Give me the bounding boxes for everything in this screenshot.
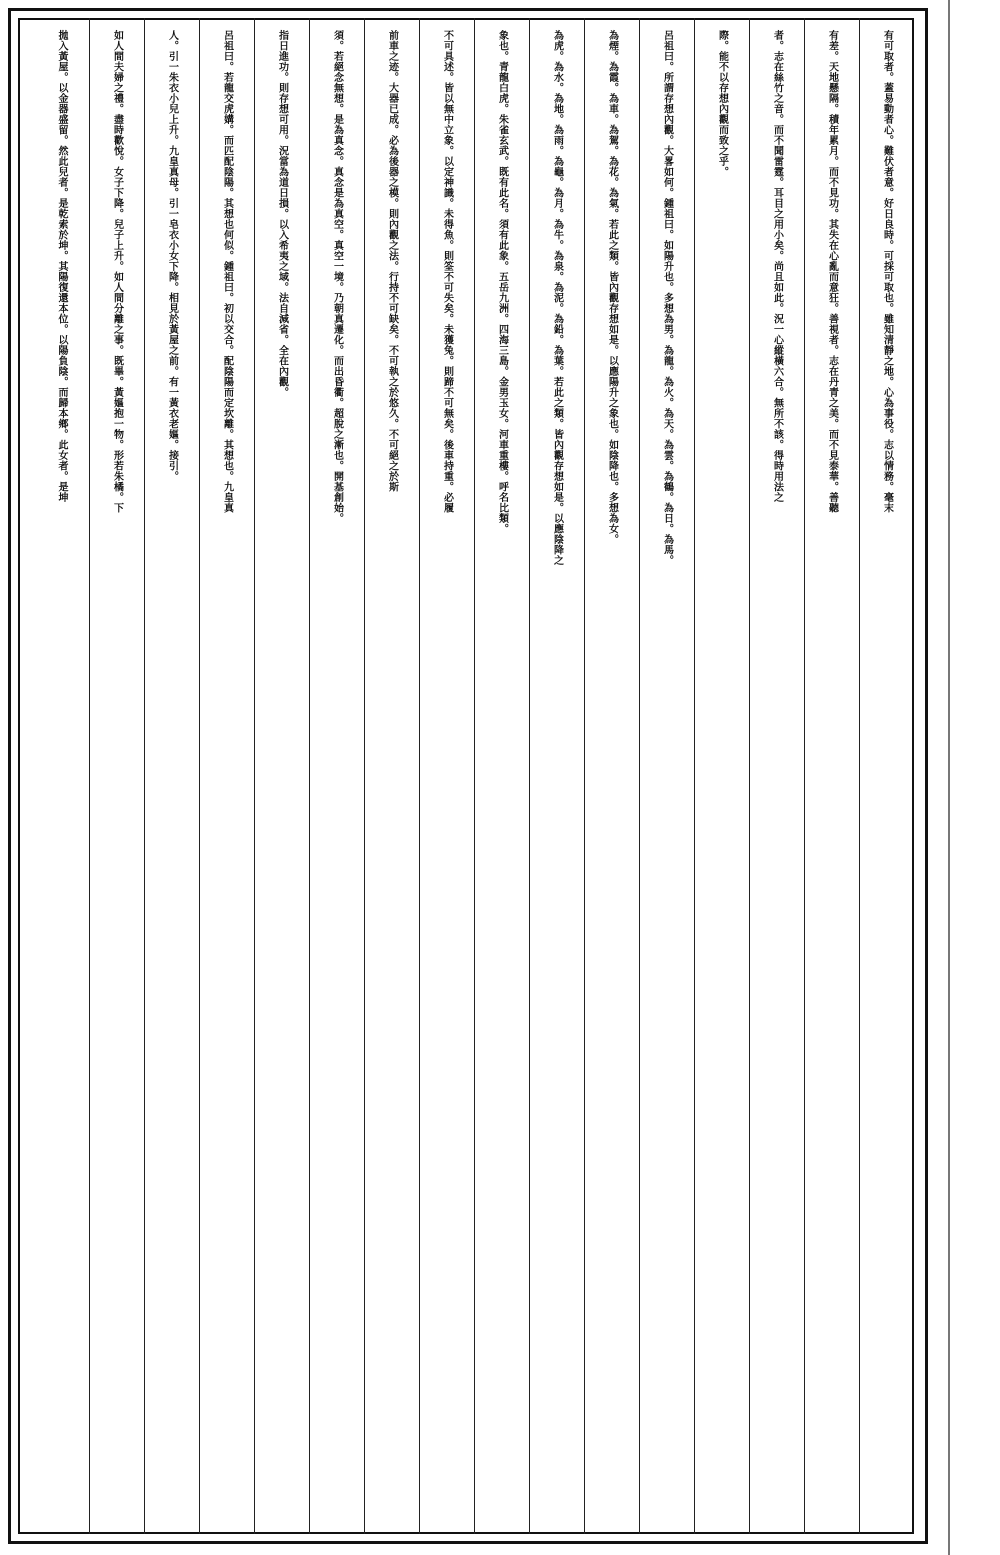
column-text: 為虎。為水。為地。為雨。為龜。為月。為牛。為泉。為泥。為鉛。為葉。若此之類。皆內觀存想如是。以應陰降之 xyxy=(551,30,563,566)
text-column xyxy=(804,18,859,1534)
column-text: 前車之迹。大器已成。必為後器之模。則內觀之法。行持不可缺矣。不可執之於悠久。不可絕之於斯 xyxy=(386,30,398,492)
column-text: 有差。天地懸隔。積年累月。而不見功。其失在心亂而意狂。善視者。志在丹青之美。而不見泰華。善聽 xyxy=(826,30,838,513)
text-column xyxy=(639,18,694,1534)
text-column xyxy=(474,18,529,1534)
text-column xyxy=(309,18,364,1534)
column-text: 有可取者。蓋易動者心。難伏者意。好日良時。可採可取也。雖知清靜之地。心為事役。志以情務。毫末 xyxy=(881,30,893,513)
column-text: 如人間夫婦之禮。盡時歡悅。女子下降。兒子上升。如人間分離之事。既畢。黃嫗抱一物。形若朱橘。下 xyxy=(111,30,123,513)
text-column xyxy=(144,18,199,1534)
column-text: 指日進功。則存想可用。況當為道日損。以入希夷之域。法自減省。全在內觀。 xyxy=(276,30,288,398)
text-column xyxy=(89,18,144,1534)
text-column xyxy=(419,18,474,1534)
column-text: 拋入黃屋。以金器盛留。然此兒者。是乾索於坤。其陽復還本位。以陽負陰。而歸本鄉。此女者。是坤 xyxy=(56,30,67,503)
column-text: 者。志在絲竹之音。而不聞雷霆。耳目之用小矣。尚且如此。況一心縱橫六合。無所不該。得時用法之 xyxy=(771,30,783,503)
text-column xyxy=(254,18,309,1534)
column-text: 須。若絕念無想。是為真念。真念是為真空。真空一境。乃朝真遷化。而出昏衢。超脫之漸也。開基創始。 xyxy=(331,30,343,524)
page-edge-line xyxy=(948,0,950,1555)
column-text: 呂祖曰。所謂存想內觀。大畧如何。鍾祖曰。如陽升也。多想為男。為龍。為火。為天。為雲。為鶴。為日。為馬。 xyxy=(661,30,673,566)
column-text: 不可具述。皆以無中立象。以定神識。未得魚。則筌不可失矣。未獲兔。則蹄不可無矣。後車持重。必履 xyxy=(441,30,453,513)
text-column xyxy=(34,18,89,1534)
column-text: 為煙。為霞。為車。為駕。為花。為氣。若此之類。皆內觀存想如是。以應陽升之象也。如陰降也。多想為女。 xyxy=(606,30,618,545)
text-column xyxy=(859,18,914,1534)
column-text: 象也。青龍白虎。朱雀玄武。既有此名。須有此象。五岳九洲。四海三島。金男玉女。河車重樓。呼名比類。 xyxy=(496,30,508,534)
text-column xyxy=(749,18,804,1534)
column-text: 際。能不以存想內觀而致之乎。 xyxy=(716,30,728,177)
text-column xyxy=(364,18,419,1534)
page-margin xyxy=(936,0,1000,1555)
text-column xyxy=(529,18,584,1534)
column-text: 人。引一朱衣小兒上升。九皇真母。引一皂衣小女下降。相見於黃屋之前。有一黃衣老嫗。接引。 xyxy=(166,30,178,482)
text-column xyxy=(584,18,639,1534)
column-text: 呂祖曰。若龍交虎媾。而匹配陰陽。其想也何似。鍾祖曰。初以交合。配陰陽而定坎離。其想也。九皇真 xyxy=(221,30,233,513)
text-column xyxy=(694,18,749,1534)
text-column xyxy=(199,18,254,1534)
text-columns xyxy=(18,18,914,1534)
